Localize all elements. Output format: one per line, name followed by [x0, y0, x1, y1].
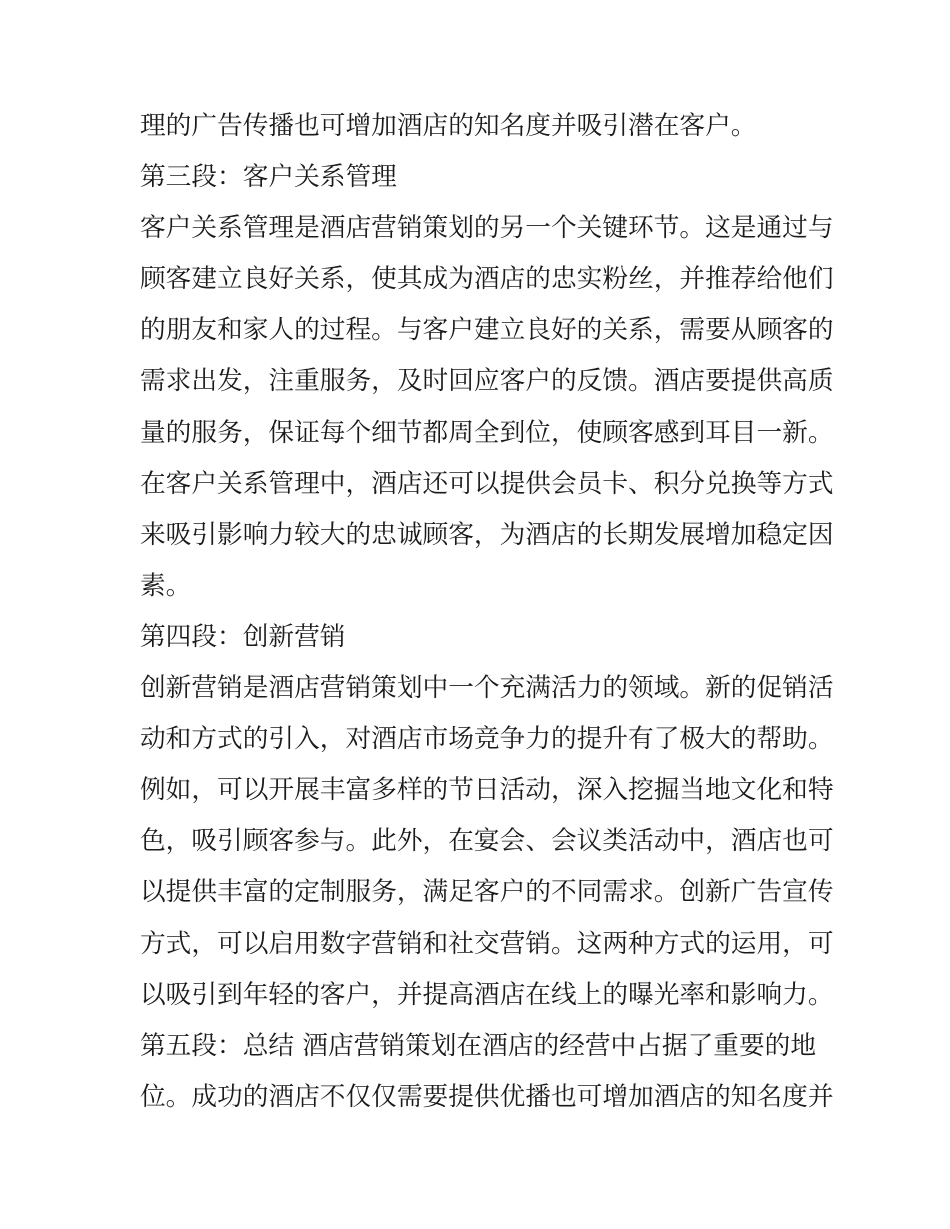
paragraph-line: 的朋友和家人的过程。与客户建立良好的关系，需要从顾客的 — [140, 315, 834, 346]
paragraph-line: 需求出发，注重服务，及时回应客户的反馈。酒店要提供高质 — [140, 366, 834, 397]
paragraph-line: 动和方式的引入，对酒店市场竞争力的提升有了极大的帮助。 — [140, 724, 834, 755]
paragraph-line: 来吸引影响力较大的忠诚顾客，为酒店的长期发展增加稳定因 — [140, 519, 834, 550]
paragraph-line: 色，吸引顾客参与。此外，在宴会、会议类活动中，酒店也可 — [140, 826, 834, 857]
paragraph-line: 客户关系管理是酒店营销策划的另一个关键环节。这是通过与 — [140, 213, 834, 244]
paragraph-line: 以吸引到年轻的客户，并提高酒店在线上的曝光率和影响力。 — [140, 979, 834, 1010]
paragraph-line: 方式，可以启用数字营销和社交营销。这两种方式的运用，可 — [140, 928, 834, 959]
paragraph-line: 量的服务，保证每个细节都周全到位，使顾客感到耳目一新。 — [140, 417, 834, 448]
paragraph-line: 创新营销是酒店营销策划中一个充满活力的领域。新的促销活 — [140, 673, 834, 704]
paragraph-line: 在客户关系管理中，酒店还可以提供会员卡、积分兑换等方式 — [140, 468, 834, 499]
section-heading-3: 第三段：客户关系管理 — [140, 162, 397, 193]
document-page — [140, 101, 840, 1123]
section-heading-4: 第四段：创新营销 — [140, 621, 346, 652]
paragraph-line: 位。成功的酒店不仅仅需要提供优播也可增加酒店的知名度并 — [140, 1081, 834, 1112]
section-heading-5: 第五段：总结 酒店营销策划在酒店的经营中占据了重要的地 — [140, 1030, 817, 1061]
paragraph-line: 顾客建立良好关系，使其成为酒店的忠实粉丝，并推荐给他们 — [140, 264, 834, 295]
paragraph-line: 例如，可以开展丰富多样的节日活动，深入挖掘当地文化和特 — [140, 775, 834, 806]
paragraph-line: 以提供丰富的定制服务，满足客户的不同需求。创新广告宣传 — [140, 877, 834, 908]
paragraph-line: 素。 — [140, 570, 192, 601]
paragraph-line: 理的广告传播也可增加酒店的知名度并吸引潜在客户。 — [140, 111, 757, 141]
